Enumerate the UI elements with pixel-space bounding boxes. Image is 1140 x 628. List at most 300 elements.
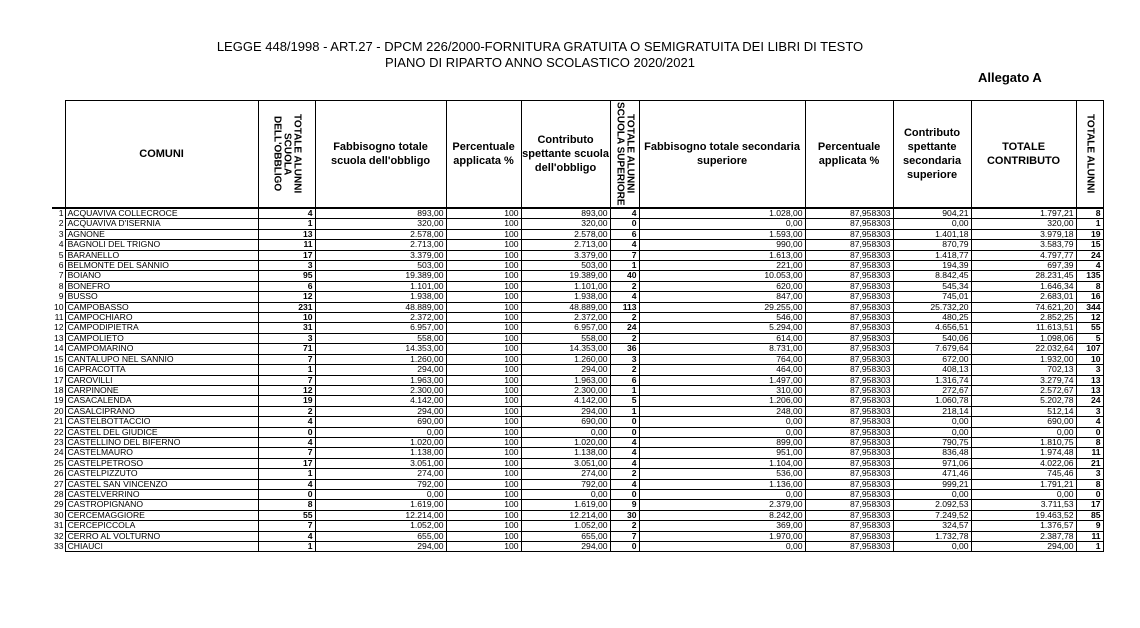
totale-alunni: 107: [1076, 344, 1103, 354]
table-row: [52, 302, 1103, 312]
fabbisogno-obbligo: 14.353,00: [315, 344, 446, 354]
header-alunni-obbligo: TOTALE ALUNNI SCUOLA DELL'OBBLIGO: [258, 101, 315, 209]
contributo-obbligo: 792,00: [521, 479, 610, 489]
comune-name: CASACALENDA: [65, 396, 258, 406]
comune-name: CASTELLINO DEL BIFERNO: [65, 437, 258, 447]
percentuale-obbligo: 100: [446, 479, 521, 489]
fabbisogno-superiore: 464,00: [639, 365, 805, 375]
contributo-obbligo: 6.957,00: [521, 323, 610, 333]
percentuale-obbligo: 100: [446, 542, 521, 552]
row-index: 18: [54, 385, 64, 395]
fabbisogno-superiore: 1.104,00: [639, 458, 805, 468]
fabbisogno-obbligo: 1.619,00: [315, 500, 446, 510]
header-contributo-superiore: Contributo spettante secondaria superiore: [893, 101, 971, 209]
totale-contributo: 690,00: [971, 417, 1076, 427]
row-index: 4: [52, 240, 65, 250]
totale-alunni: 8: [1076, 437, 1103, 447]
comune-name: CASTELVERRINO: [65, 489, 258, 499]
contributo-superiore: 745,01: [893, 292, 971, 302]
alunni-superiore: 4: [610, 479, 639, 489]
percentuale-superiore: 87,958303: [805, 417, 893, 427]
fabbisogno-obbligo: 1.963,00: [315, 375, 446, 385]
alunni-superiore: 1: [610, 406, 639, 416]
totale-contributo: 4.022,06: [971, 458, 1076, 468]
alunni-superiore: 6: [610, 229, 639, 239]
alunni-superiore: 1: [610, 385, 639, 395]
totale-contributo: 2.572,67: [971, 385, 1076, 395]
totale-contributo: 74.621,20: [971, 302, 1076, 312]
alunni-superiore: 2: [610, 333, 639, 343]
totale-contributo: 1.791,21: [971, 479, 1076, 489]
contributo-superiore: 790,75: [893, 437, 971, 447]
fabbisogno-obbligo: 655,00: [315, 531, 446, 541]
alunni-obbligo: 11: [258, 240, 315, 250]
comune-name: CASTELMAURO: [65, 448, 258, 458]
row-index: 28: [54, 489, 64, 499]
row-index: 16: [54, 364, 64, 375]
fabbisogno-obbligo: 690,00: [315, 417, 446, 427]
totale-contributo: 0,00: [971, 427, 1076, 437]
alunni-obbligo: 4: [258, 479, 315, 489]
fabbisogno-superiore: 899,00: [639, 437, 805, 447]
comune-name: AGNONE: [65, 229, 258, 239]
totale-alunni: 8: [1076, 479, 1103, 489]
totale-contributo: 28.231,45: [971, 271, 1076, 281]
alunni-superiore: 0: [610, 489, 639, 499]
contributo-superiore: 272,67: [893, 385, 971, 395]
contributo-obbligo: 14.353,00: [521, 344, 610, 354]
comune-name: CERCEMAGGIORE: [65, 510, 258, 520]
totale-contributo: 320,00: [971, 219, 1076, 229]
contributo-superiore: 1.060,78: [893, 396, 971, 406]
fabbisogno-superiore: 10.053,00: [639, 271, 805, 281]
fabbisogno-superiore: 0,00: [639, 427, 805, 437]
percentuale-superiore: 87,958303: [805, 448, 893, 458]
totale-alunni: 0: [1076, 489, 1103, 499]
percentuale-superiore: 87,958303: [805, 354, 893, 364]
contributo-superiore: 999,21: [893, 479, 971, 489]
fabbisogno-obbligo: 320,00: [315, 219, 446, 229]
row-index: 12: [54, 322, 64, 333]
contributo-obbligo: 320,00: [521, 219, 610, 229]
percentuale-obbligo: 100: [446, 500, 521, 510]
percentuale-obbligo: 100: [446, 385, 521, 395]
fabbisogno-obbligo: 1.101,00: [315, 281, 446, 291]
row-index: 23: [54, 437, 64, 447]
percentuale-obbligo: 100: [446, 344, 521, 354]
fabbisogno-superiore: 847,00: [639, 292, 805, 302]
comune-name: CASTELBOTTACCIO: [65, 417, 258, 427]
fabbisogno-superiore: 1.593,00: [639, 229, 805, 239]
fabbisogno-superiore: 990,00: [639, 240, 805, 250]
row-index: 2: [52, 219, 65, 229]
percentuale-obbligo: 100: [446, 406, 521, 416]
alunni-superiore: 4: [610, 448, 639, 458]
comune-name: CAROVILLI: [65, 375, 258, 385]
contributo-superiore: 0,00: [893, 489, 971, 499]
totale-contributo: 3.711,53: [971, 500, 1076, 510]
percentuale-superiore: 87,958303: [805, 489, 893, 499]
percentuale-superiore: 87,958303: [805, 531, 893, 541]
comune-name: ACQUAVIVA D'ISERNIA: [65, 219, 258, 229]
contributo-obbligo: 48.889,00: [521, 302, 610, 312]
percentuale-obbligo: 100: [446, 437, 521, 447]
contributo-obbligo: 294,00: [521, 406, 610, 416]
row-index: 25: [54, 458, 64, 468]
row-index: 3: [52, 229, 65, 239]
fabbisogno-obbligo: 1.260,00: [315, 354, 446, 364]
table-row: [52, 354, 1103, 364]
fabbisogno-superiore: 5.294,00: [639, 323, 805, 333]
contributo-superiore: 0,00: [893, 417, 971, 427]
totale-contributo: 3.583,79: [971, 240, 1076, 250]
comune-name: CAMPOCHIARO: [65, 313, 258, 323]
comune-name: CASTEL SAN VINCENZO: [65, 479, 258, 489]
percentuale-superiore: 87,958303: [805, 219, 893, 229]
table-row: [52, 542, 1103, 552]
totale-contributo: 294,00: [971, 542, 1076, 552]
totale-contributo: 4.797,77: [971, 250, 1076, 260]
row-index: 21: [54, 416, 64, 427]
totale-contributo: 697,39: [971, 261, 1076, 271]
contributo-obbligo: 2.300,00: [521, 385, 610, 395]
totale-contributo: 1.932,00: [971, 354, 1076, 364]
row-index: 10: [54, 302, 64, 312]
comune-name: CASTELPIZZUTO: [65, 469, 258, 479]
contributo-superiore: 0,00: [893, 542, 971, 552]
percentuale-superiore: 87,958303: [805, 458, 893, 468]
row-index: 24: [54, 447, 64, 458]
table-row: [52, 271, 1103, 281]
contributo-obbligo: 655,00: [521, 531, 610, 541]
contributo-obbligo: 2.578,00: [521, 229, 610, 239]
contributo-obbligo: 4.142,00: [521, 396, 610, 406]
row-index: 15: [54, 354, 64, 364]
alunni-obbligo: 4: [258, 531, 315, 541]
contributo-obbligo: 1.938,00: [521, 292, 610, 302]
contributo-superiore: 672,00: [893, 354, 971, 364]
percentuale-obbligo: 100: [446, 375, 521, 385]
percentuale-superiore: 87,958303: [805, 427, 893, 437]
alunni-superiore: 113: [610, 302, 639, 312]
fabbisogno-superiore: 614,00: [639, 333, 805, 343]
header-fabbisogno-obbligo: Fabbisogno totale scuola dell'obbligo: [315, 101, 446, 209]
percentuale-superiore: 87,958303: [805, 333, 893, 343]
fabbisogno-superiore: 1.206,00: [639, 396, 805, 406]
contributo-obbligo: 1.052,00: [521, 521, 610, 531]
comune-name: CAPRACOTTA: [65, 365, 258, 375]
contributo-superiore: 7.679,64: [893, 344, 971, 354]
row-index: 22: [54, 427, 64, 437]
contributo-superiore: 480,25: [893, 313, 971, 323]
percentuale-obbligo: 100: [446, 427, 521, 437]
fabbisogno-superiore: 8.242,00: [639, 510, 805, 520]
header-fabbisogno-superiore: Fabbisogno totale secondaria superiore: [639, 101, 805, 209]
percentuale-obbligo: 100: [446, 458, 521, 468]
alunni-obbligo: 4: [258, 417, 315, 427]
totale-contributo: 1.974,48: [971, 448, 1076, 458]
percentuale-obbligo: 100: [446, 323, 521, 333]
table-row: [52, 417, 1103, 427]
fabbisogno-superiore: 8.731,00: [639, 344, 805, 354]
percentuale-obbligo: 100: [446, 417, 521, 427]
row-index: 17: [54, 375, 64, 385]
alunni-obbligo: 4: [258, 208, 315, 219]
percentuale-superiore: 87,958303: [805, 313, 893, 323]
contributo-obbligo: 1.138,00: [521, 448, 610, 458]
alunni-obbligo: 12: [258, 292, 315, 302]
percentuale-superiore: 87,958303: [805, 250, 893, 260]
totale-alunni: 3: [1076, 469, 1103, 479]
fabbisogno-superiore: 0,00: [639, 542, 805, 552]
row-index: 30: [54, 510, 64, 520]
fabbisogno-obbligo: 893,00: [315, 208, 446, 219]
comune-name: CASTEL DEL GIUDICE: [65, 427, 258, 437]
totale-alunni: 0: [1076, 427, 1103, 437]
alunni-superiore: 1: [610, 261, 639, 271]
totale-contributo: 702,13: [971, 365, 1076, 375]
totale-alunni: 8: [1076, 281, 1103, 291]
percentuale-superiore: 87,958303: [805, 229, 893, 239]
totale-contributo: 2.387,78: [971, 531, 1076, 541]
totale-alunni: 1: [1076, 219, 1103, 229]
alunni-superiore: 4: [610, 292, 639, 302]
comune-name: CERCEPICCOLA: [65, 521, 258, 531]
alunni-superiore: 3: [610, 354, 639, 364]
alunni-superiore: 6: [610, 375, 639, 385]
percentuale-superiore: 87,958303: [805, 302, 893, 312]
alunni-superiore: 4: [610, 437, 639, 447]
contributo-obbligo: 503,00: [521, 261, 610, 271]
contributo-superiore: 0,00: [893, 427, 971, 437]
table-row: [52, 531, 1103, 541]
fabbisogno-obbligo: 1.138,00: [315, 448, 446, 458]
percentuale-obbligo: 100: [446, 281, 521, 291]
fabbisogno-superiore: 764,00: [639, 354, 805, 364]
contributo-superiore: 408,13: [893, 365, 971, 375]
fabbisogno-obbligo: 0,00: [315, 489, 446, 499]
contributo-obbligo: 1.020,00: [521, 437, 610, 447]
fabbisogno-obbligo: 274,00: [315, 469, 446, 479]
contributo-obbligo: 2.713,00: [521, 240, 610, 250]
percentuale-obbligo: 100: [446, 489, 521, 499]
contributo-superiore: 25.732,20: [893, 302, 971, 312]
percentuale-obbligo: 100: [446, 469, 521, 479]
contributo-obbligo: 1.963,00: [521, 375, 610, 385]
totale-contributo: 1.376,57: [971, 521, 1076, 531]
alunni-obbligo: 71: [258, 344, 315, 354]
row-index: 33: [54, 541, 64, 551]
totale-alunni: 344: [1076, 302, 1103, 312]
totale-alunni: 8: [1076, 208, 1103, 219]
contributo-superiore: 218,14: [893, 406, 971, 416]
percentuale-obbligo: 100: [446, 208, 521, 219]
totale-contributo: 5.202,78: [971, 396, 1076, 406]
totale-contributo: 3.979,18: [971, 229, 1076, 239]
fabbisogno-superiore: 0,00: [639, 489, 805, 499]
row-index: 11: [52, 313, 65, 323]
totale-alunni: 11: [1076, 531, 1103, 541]
totale-alunni: 5: [1076, 333, 1103, 343]
table-row: [52, 469, 1103, 479]
contributo-superiore: 904,21: [893, 208, 971, 219]
percentuale-obbligo: 100: [446, 333, 521, 343]
alunni-obbligo: 12: [258, 385, 315, 395]
percentuale-superiore: 87,958303: [805, 281, 893, 291]
contributo-obbligo: 19.389,00: [521, 271, 610, 281]
alunni-obbligo: 95: [258, 271, 315, 281]
percentuale-obbligo: 100: [446, 531, 521, 541]
fabbisogno-superiore: 221,00: [639, 261, 805, 271]
contributo-obbligo: 2.372,00: [521, 313, 610, 323]
alunni-obbligo: 10: [258, 313, 315, 323]
comune-name: CASTELPETROSO: [65, 458, 258, 468]
fabbisogno-obbligo: 3.379,00: [315, 250, 446, 260]
contributo-superiore: 540,06: [893, 333, 971, 343]
totale-alunni: 1: [1076, 542, 1103, 552]
fabbisogno-obbligo: 558,00: [315, 333, 446, 343]
fabbisogno-obbligo: 4.142,00: [315, 396, 446, 406]
fabbisogno-superiore: 620,00: [639, 281, 805, 291]
alunni-superiore: 2: [610, 521, 639, 531]
alunni-superiore: 7: [610, 531, 639, 541]
totale-alunni: 17: [1076, 500, 1103, 510]
table-row: [52, 261, 1103, 271]
table-row: [52, 510, 1103, 520]
comune-name: BARANELLO: [65, 250, 258, 260]
totale-alunni: 85: [1076, 510, 1103, 520]
table-row: [52, 500, 1103, 510]
table-row: [52, 333, 1103, 343]
percentuale-superiore: 87,958303: [805, 396, 893, 406]
fabbisogno-obbligo: 294,00: [315, 365, 446, 375]
totale-contributo: 2.683,01: [971, 292, 1076, 302]
table-row: [52, 521, 1103, 531]
totale-alunni: 4: [1076, 261, 1103, 271]
percentuale-obbligo: 100: [446, 250, 521, 260]
contributo-superiore: 2.092,53: [893, 500, 971, 510]
contributo-superiore: 545,34: [893, 281, 971, 291]
fabbisogno-obbligo: 2.300,00: [315, 385, 446, 395]
totale-alunni: 11: [1076, 448, 1103, 458]
percentuale-superiore: 87,958303: [805, 469, 893, 479]
alunni-obbligo: 1: [258, 365, 315, 375]
totale-alunni: 3: [1076, 365, 1103, 375]
alunni-obbligo: 17: [258, 458, 315, 468]
row-index: 5: [52, 250, 65, 260]
fabbisogno-superiore: 546,00: [639, 313, 805, 323]
comune-name: BELMONTE DEL SANNIO: [65, 261, 258, 271]
alunni-obbligo: 1: [258, 219, 315, 229]
contributo-superiore: 1.418,77: [893, 250, 971, 260]
comune-name: BAGNOLI DEL TRIGNO: [65, 240, 258, 250]
totale-contributo: 3.279,74: [971, 375, 1076, 385]
contributo-obbligo: 558,00: [521, 333, 610, 343]
contributo-superiore: 471,46: [893, 469, 971, 479]
totale-alunni: 15: [1076, 240, 1103, 250]
table-row: [52, 229, 1103, 239]
alunni-superiore: 36: [610, 344, 639, 354]
contributo-superiore: 870,79: [893, 240, 971, 250]
totale-alunni: 4: [1076, 417, 1103, 427]
contributo-obbligo: 1.260,00: [521, 354, 610, 364]
totale-alunni: 9: [1076, 521, 1103, 531]
alunni-superiore: 0: [610, 427, 639, 437]
percentuale-superiore: 87,958303: [805, 240, 893, 250]
alunni-obbligo: 1: [258, 542, 315, 552]
alunni-obbligo: 3: [258, 333, 315, 343]
alunni-obbligo: 7: [258, 375, 315, 385]
percentuale-superiore: 87,958303: [805, 344, 893, 354]
alunni-obbligo: 6: [258, 281, 315, 291]
alunni-obbligo: 17: [258, 250, 315, 260]
totale-alunni: 19: [1076, 229, 1103, 239]
table-row: [52, 250, 1103, 260]
fabbisogno-obbligo: 503,00: [315, 261, 446, 271]
percentuale-obbligo: 100: [446, 313, 521, 323]
fabbisogno-superiore: 1.028,00: [639, 208, 805, 219]
table-row: [52, 365, 1103, 375]
percentuale-obbligo: 100: [446, 292, 521, 302]
percentuale-superiore: 87,958303: [805, 510, 893, 520]
percentuale-obbligo: 100: [446, 365, 521, 375]
percentuale-superiore: 87,958303: [805, 292, 893, 302]
table-body: [52, 208, 1103, 552]
row-index: 14: [54, 343, 64, 354]
row-index: 6: [52, 261, 65, 271]
fabbisogno-superiore: 0,00: [639, 417, 805, 427]
alunni-obbligo: 55: [258, 510, 315, 520]
header-comuni: COMUNI: [65, 101, 258, 209]
percentuale-superiore: 87,958303: [805, 208, 893, 219]
table-row: [52, 208, 1103, 219]
table-row: [52, 458, 1103, 468]
comune-name: CANTALUPO NEL SANNIO: [65, 354, 258, 364]
contributo-obbligo: 690,00: [521, 417, 610, 427]
alunni-superiore: 2: [610, 281, 639, 291]
fabbisogno-obbligo: 294,00: [315, 406, 446, 416]
table-row: [52, 240, 1103, 250]
alunni-obbligo: 7: [258, 448, 315, 458]
totale-contributo: 745,46: [971, 469, 1076, 479]
fabbisogno-superiore: 2.379,00: [639, 500, 805, 510]
alunni-superiore: 0: [610, 219, 639, 229]
fabbisogno-obbligo: 1.020,00: [315, 437, 446, 447]
percentuale-superiore: 87,958303: [805, 323, 893, 333]
row-index: 8: [52, 281, 65, 291]
contributo-obbligo: 1.101,00: [521, 281, 610, 291]
contributo-obbligo: 0,00: [521, 427, 610, 437]
percentuale-obbligo: 100: [446, 510, 521, 520]
alunni-superiore: 30: [610, 510, 639, 520]
contributo-obbligo: 12.214,00: [521, 510, 610, 520]
totale-contributo: 19.463,52: [971, 510, 1076, 520]
alunni-superiore: 4: [610, 458, 639, 468]
totale-alunni: 3: [1076, 406, 1103, 416]
row-index: 13: [54, 333, 64, 343]
alunni-superiore: 40: [610, 271, 639, 281]
row-index: 19: [54, 395, 64, 406]
percentuale-superiore: 87,958303: [805, 365, 893, 375]
totale-alunni: 12: [1076, 313, 1103, 323]
contributo-obbligo: 0,00: [521, 489, 610, 499]
row-index: 29: [54, 499, 64, 510]
contributo-obbligo: 3.379,00: [521, 250, 610, 260]
alunni-superiore: 24: [610, 323, 639, 333]
percentuale-obbligo: 100: [446, 396, 521, 406]
totale-contributo: 2.852,25: [971, 313, 1076, 323]
contributo-superiore: 0,00: [893, 219, 971, 229]
